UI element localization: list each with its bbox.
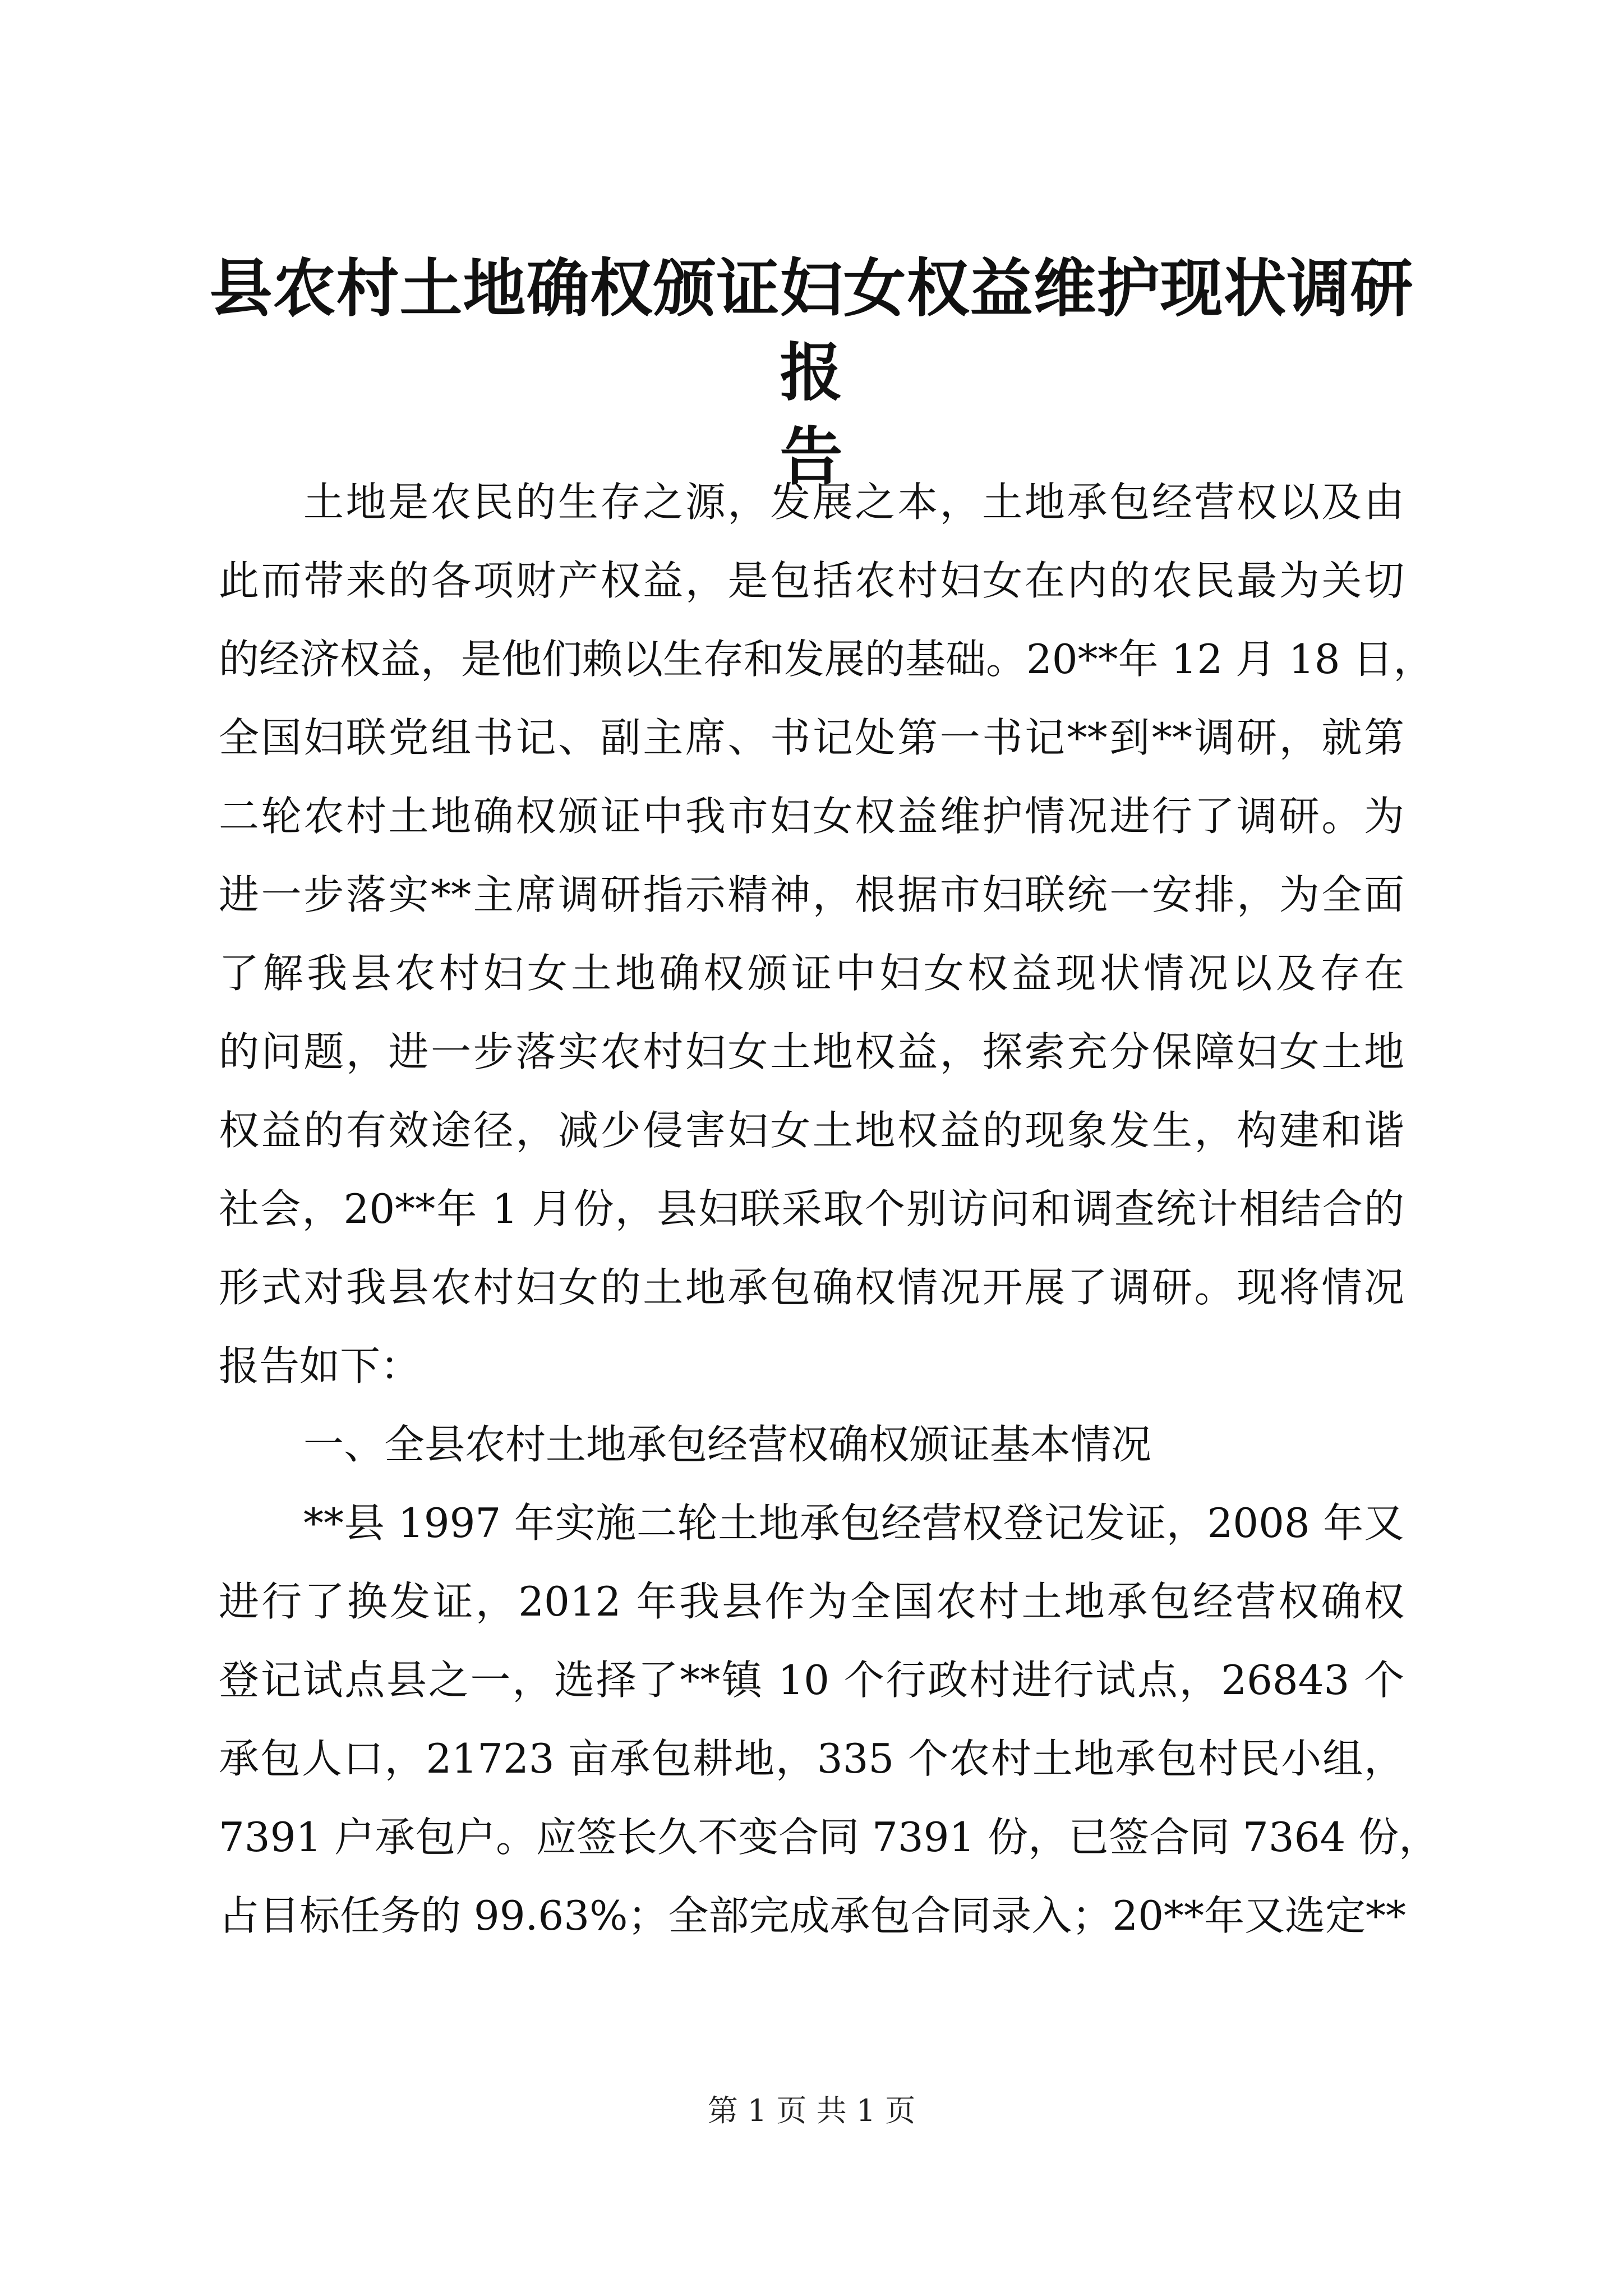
paragraph-1-line: 形式对我县农村妇女的土地承包确权情况开展了调研。现将情况 bbox=[219, 1264, 1404, 1311]
paragraph-2-line: **县 1997 年实施二轮土地承包经营权登记发证，2008 年又 bbox=[303, 1499, 1404, 1547]
title-line-2: 告 bbox=[780, 420, 843, 494]
paragraph-1-line: 二轮农村土地确权颁证中我市妇女权益维护情况进行了调研。为 bbox=[219, 793, 1404, 840]
paragraph-2-line: 进行了换发证，2012 年我县作为全国农村土地承包经营权确权 bbox=[219, 1578, 1404, 1625]
paragraph-1-line: 进一步落实**主席调研指示精神，根据市妇联统一安排，为全面 bbox=[219, 871, 1404, 918]
paragraph-1-line: 全国妇联党组书记、副主席、书记处第一书记**到**调研，就第 bbox=[219, 714, 1404, 761]
paragraph-1-line: 此而带来的各项财产权益，是包括农村妇女在内的农民最为关切 bbox=[219, 557, 1404, 604]
paragraph-2-line: 占目标任务的 99.63%；全部完成承包合同录入；20**年又选定** bbox=[219, 1892, 1407, 1939]
paragraph-1-line: 土地是农民的生存之源，发展之本，土地承包经营权以及由 bbox=[303, 478, 1404, 526]
paragraph-1-line: 社会，20**年 1 月份，县妇联采取个别访问和调查统计相结合的 bbox=[219, 1185, 1404, 1232]
section-1-heading: 一、全县农村土地承包经营权确权颁证基本情况 bbox=[303, 1421, 1152, 1468]
paragraph-2-line: 登记试点县之一，选择了**镇 10 个行政村进行试点，26843 个 bbox=[219, 1657, 1404, 1704]
paragraph-2-line: 承包人口，21723 亩承包耕地，335 个农村土地承包村民小组， bbox=[219, 1735, 1404, 1782]
paragraph-1-line: 权益的有效途径，减少侵害妇女土地权益的现象发生，构建和谐 bbox=[219, 1107, 1404, 1154]
page-number-footer: 第 1 页 共 1 页 bbox=[707, 2093, 916, 2128]
title-line-1: 县农村土地确权颁证妇女权益维护现状调研报 bbox=[209, 252, 1414, 409]
paragraph-2-line: 7391 户承包户。应签长久不变合同 7391 份，已签合同 7364 份， bbox=[219, 1814, 1440, 1861]
paragraph-1-line: 了解我县农村妇女土地确权颁证中妇女权益现状情况以及存在 bbox=[219, 950, 1404, 997]
document-title bbox=[185, 247, 1438, 499]
paragraph-1-line: 的经济权益，是他们赖以生存和发展的基础。20**年 12 月 18 日， bbox=[219, 636, 1434, 683]
paragraph-1-line: 的问题，进一步落实农村妇女土地权益，探索充分保障妇女土地 bbox=[219, 1028, 1404, 1075]
paragraph-1-line: 报告如下： bbox=[219, 1342, 421, 1389]
